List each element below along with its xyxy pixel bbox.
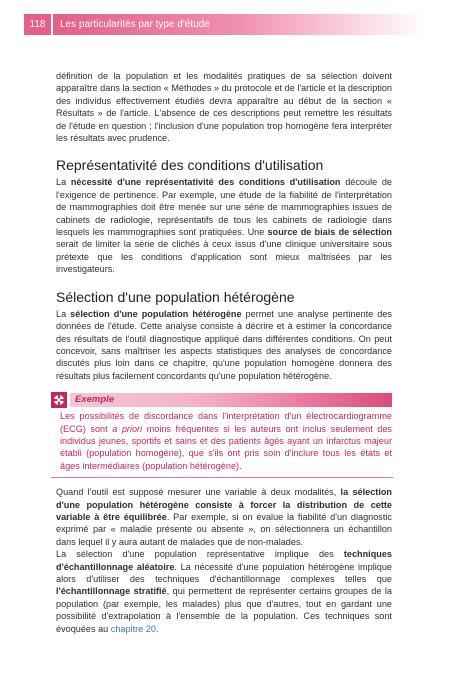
example-label: Exemple bbox=[70, 393, 392, 407]
text-run: permet une analyse pertinente des données de l'étude. Cette analyse consiste à décrire et à estimer la concordance des résultats de l'outil diagnostique appliqué dans différentes conditions. On peut concevoir, sans maîtriser les aspects statistiques des analyses de concordance discutés plus loin dans ce chapitre, qu'une population homogène donnera des résultats plus facilement concordants qu'une population hétérogène. bbox=[56, 308, 392, 381]
bold-term: sélection d'une population hétérogène bbox=[70, 308, 242, 319]
example-divider bbox=[51, 477, 393, 478]
example-box bbox=[56, 392, 392, 472]
page-number: 118 bbox=[24, 14, 51, 35]
text-run: Les possibilités de discordance dans l'interprétation d'un électrocardiogramme (ECG) sont bbox=[60, 411, 392, 434]
text-run: . La nécessité d'une population hétérogène implique alors d'utiliser des techniques d'échantillonnage complexes telles que bbox=[56, 561, 392, 584]
chapter-link[interactable]: chapitre 20 bbox=[110, 623, 156, 634]
text-run: moins fréquentes si les auteurs ont inclus seulement des individus jeunes, sportifs et sains et des patients âgés ayant un infarctus majeur établi (population homogène), que s'ils ont pris soin d'inclure tous les états et âges intermédiaires (population hétérogène). bbox=[60, 423, 392, 471]
text-run: La bbox=[56, 177, 71, 188]
text-run: . bbox=[155, 623, 159, 634]
bold-term: l'échantillonnage stratifié bbox=[56, 586, 167, 597]
bold-term: la sélection d'une population hétérogène consiste à forcer la distribution de cette variable à être équilibrée bbox=[56, 487, 393, 522]
text-run: Quand l'outil est supposé mesurer une variable à deux modalités, bbox=[56, 487, 341, 498]
bold-term: source de biais de sélection bbox=[267, 227, 392, 238]
bold-term: techniques d'échantillonnage aléatoire bbox=[56, 549, 392, 572]
paragraph-population-heterogene bbox=[56, 308, 392, 382]
example-header bbox=[51, 392, 392, 408]
text-run: découle de l'exigence de pertinence. Par exemple, une étude de la fiabilité de l'interprétation de mammographies doit être menée sur une série de mammographies issues de cabinets de radiologie, représentatifs de tous les cabinets de radiologie dans lesquels les mammographies sont pratiquées. Une bbox=[56, 177, 393, 238]
text-run: La bbox=[56, 308, 71, 319]
section-title-header: Les particularités par type d'étude bbox=[53, 14, 426, 35]
example-icon bbox=[51, 392, 67, 408]
text-run: La sélection d'une population représentative implique des bbox=[56, 549, 344, 560]
bold-term: nécessité d'une représentativité des conditions d'utilisation bbox=[70, 177, 341, 188]
paragraph-representativite bbox=[56, 176, 392, 275]
italic-term: a priori bbox=[112, 423, 143, 434]
heading-population-heterogene: Sélection d'une population hétérogène bbox=[56, 288, 295, 305]
closing-paragraph-1 bbox=[56, 486, 392, 548]
text-run: serait de limiter la série de clichés à ceux issus d'une clinique universitaire sous prétexte que les conditions d'application sont mieux maîtrisées par les investigateurs. bbox=[56, 239, 392, 275]
text-run: , qui permettent de représenter certains groupes de la population (par exemple, les malades) plus que d'autres, tout en gardant une possibilité d'extrapolation à l'ensemble de la population. Ces techniques sont évoquées au bbox=[56, 586, 392, 634]
page-body bbox=[56, 70, 392, 635]
text-run: . Par exemple, si on évalue la fiabilité d'un diagnostic exprimé par « maladie présente ou absente », on sélectionnera un échantillon dans lequel il y aura autant de malades que de non-malades. bbox=[56, 511, 392, 547]
closing-paragraph-2 bbox=[56, 548, 392, 635]
example-text bbox=[60, 410, 392, 472]
intro-paragraph: définition de la population et les modalités pratiques de sa sélection doivent apparaître dans la section « Méthodes » du protocole et de l'article et la description des individus effectivement étudiés devra apparaître au début de la section « Résultats » de l'article. L'absence de ces descriptions peut remettre les résultats de l'étude en question ; l'inclusion d'une population trop homogène fera interpréter les résultats avec prudence. bbox=[56, 71, 392, 144]
heading-representativite: Représentativité des conditions d'utilisation bbox=[56, 157, 324, 174]
running-header bbox=[24, 14, 426, 35]
